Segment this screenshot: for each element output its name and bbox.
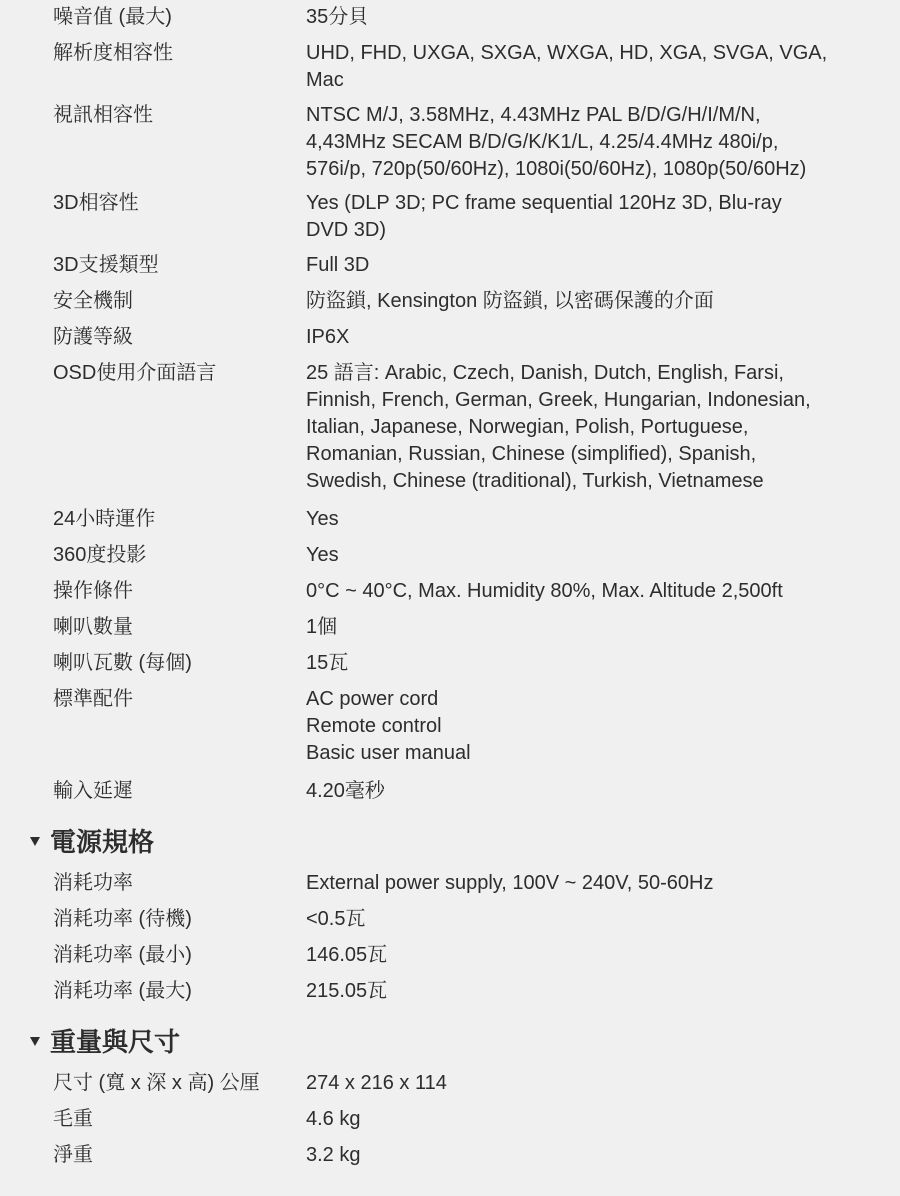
spec-value: 215.05瓦	[306, 980, 388, 1002]
spec-label: 尺寸 (寬 x 深 x 高) 公厘	[53, 1072, 260, 1094]
spec-label: 24小時運作	[53, 508, 156, 530]
spec-value: 15瓦	[306, 652, 349, 674]
section-title: 電源規格	[50, 826, 155, 857]
section-header-weight[interactable]	[30, 1020, 180, 1060]
spec-label: 安全機制	[53, 290, 133, 312]
spec-value: 0°C ~ 40°C, Max. Humidity 80%, Max. Altitude 2,500ft	[306, 580, 783, 602]
spec-label: 喇叭數量	[53, 616, 133, 638]
triangle-down-icon[interactable]	[30, 1037, 40, 1046]
spec-value: 防盜鎖, Kensington 防盜鎖, 以密碼保護的介面	[306, 290, 714, 312]
spec-value: Yes	[306, 544, 339, 566]
spec-value: 146.05瓦	[306, 944, 388, 966]
spec-value: IP6X	[306, 326, 350, 348]
spec-value: 1個	[306, 616, 338, 638]
spec-label: 3D支援類型	[53, 254, 159, 276]
spec-label: 噪音值 (最大)	[53, 6, 172, 28]
spec-value: 3.2 kg	[306, 1144, 361, 1166]
spec-label: OSD使用介面語言	[53, 362, 217, 384]
spec-label: 3D相容性	[53, 192, 139, 214]
spec-value: NTSC M/J, 3.58MHz, 4.43MHz PAL B/D/G/H/I/M/N, 4,43MHz SECAM B/D/G/K/K1/L, 4.25/4.4MHz 480i/p, 576i/p, 720p(50/60Hz), 1080i(50/60Hz), 1080p(50/60Hz)	[306, 104, 807, 180]
spec-label: 輸入延遲	[53, 780, 133, 802]
spec-label: 視訊相容性	[53, 104, 153, 126]
spec-value: 4.20毫秒	[306, 780, 385, 802]
spec-value: Full 3D	[306, 254, 370, 276]
spec-label: 解析度相容性	[53, 42, 173, 64]
spec-label: 喇叭瓦數 (每個)	[53, 652, 192, 674]
spec-label: 360度投影	[53, 544, 147, 566]
spec-label: 消耗功率 (最小)	[53, 944, 192, 966]
spec-value: <0.5瓦	[306, 908, 366, 930]
spec-value: 4.6 kg	[306, 1108, 361, 1130]
spec-label: 操作條件	[53, 580, 133, 602]
spec-label: 防護等級	[53, 326, 133, 348]
spec-value: AC power cord Remote control Basic user manual	[306, 688, 471, 764]
spec-value: External power supply, 100V ~ 240V, 50-60Hz	[306, 872, 714, 894]
spec-value: UHD, FHD, UXGA, SXGA, WXGA, HD, XGA, SVGA, VGA, Mac	[306, 42, 828, 91]
spec-value: 25 語言: Arabic, Czech, Danish, Dutch, English, Farsi, Finnish, French, German, Greek, Hungarian, Indonesian, Italian, Japanese, Norwegian, Polish, Portuguese, Romanian, Russian, Chinese (simplified), Spanish, Swedish, Chinese (traditional), Turkish, Vietnamese	[306, 362, 811, 492]
spec-label: 消耗功率 (最大)	[53, 980, 192, 1002]
spec-label: 標準配件	[53, 688, 133, 710]
spec-label: 消耗功率	[53, 872, 133, 894]
spec-value: 35分貝	[306, 6, 369, 28]
section-title: 重量與尺寸	[50, 1026, 181, 1057]
spec-value: 274 x 216 x 114	[306, 1072, 447, 1094]
spec-label: 淨重	[53, 1144, 93, 1166]
spec-label: 消耗功率 (待機)	[53, 908, 192, 930]
spec-label: 毛重	[53, 1108, 93, 1130]
spec-value: Yes	[306, 508, 339, 530]
triangle-down-icon[interactable]	[30, 837, 40, 846]
section-header-power[interactable]	[30, 820, 154, 860]
spec-value: Yes (DLP 3D; PC frame sequential 120Hz 3D, Blu-ray DVD 3D)	[306, 192, 782, 241]
